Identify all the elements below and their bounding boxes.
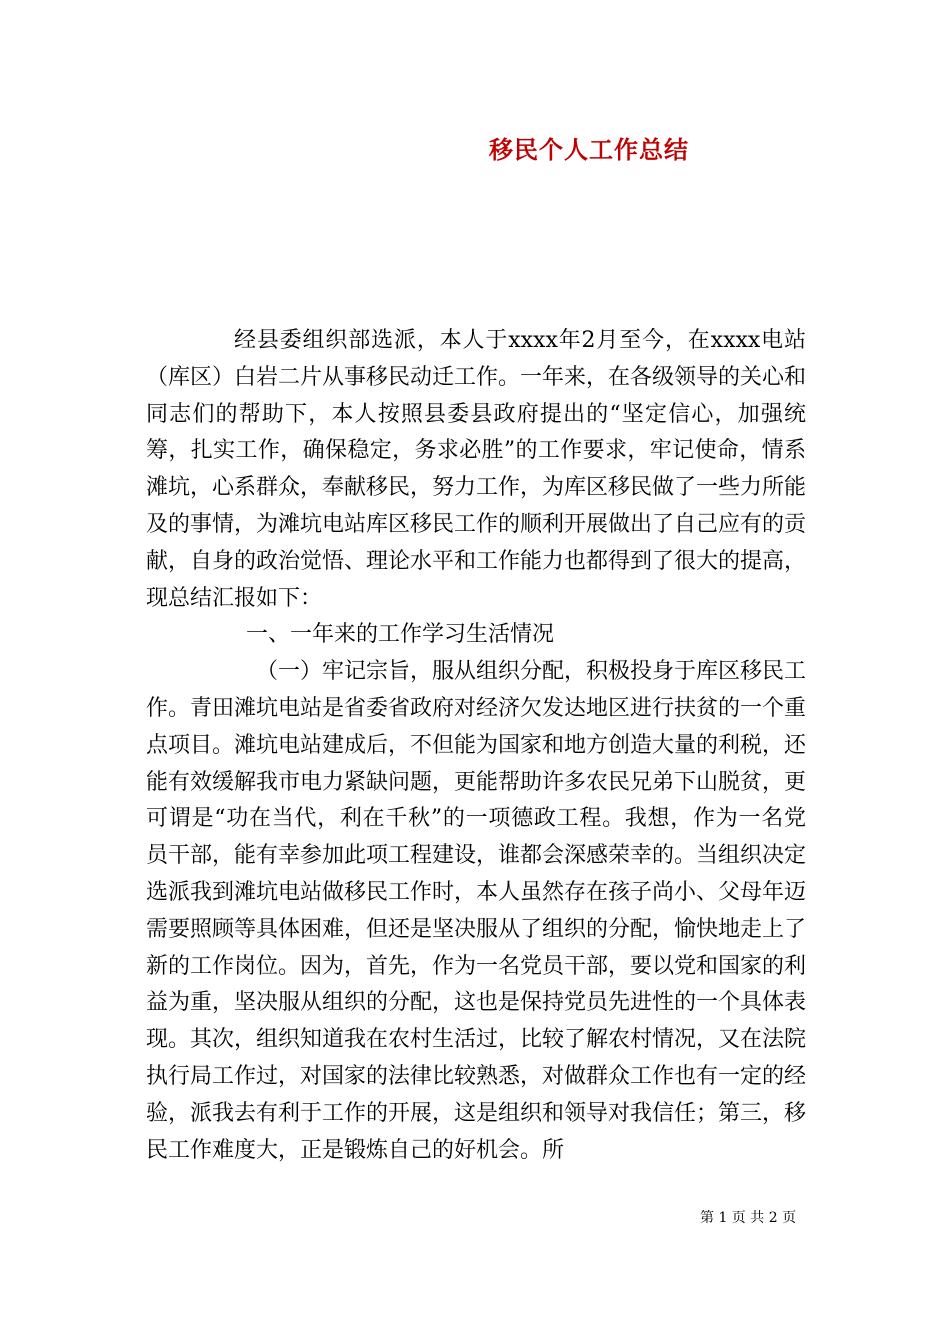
- paragraph-intro: 经县委组织部选派，本人于xxxx年2月至今，在xxxx电站（库区）白岩二片从事移民动迁工作。一年来，在各级领导的关心和同志们的帮助下，本人按照县委县政府提出的“坚定信心，加强统筹，扎实工作，确保稳定，务求必胜”的工作要求，牢记使命，情系滩坑，心系群众，奉献移民，努力工作，为库区移民做了一些力所能及的事情，为滩坑电站库区移民工作的顺利开展做出了自己应有的贡献，自身的政治觉悟、理论水平和工作能力也都得到了很大的提高，现总结汇报如下：: [146, 328, 807, 611]
- section-heading: 一、一年来的工作学习生活情况: [246, 622, 555, 648]
- paragraph-subsection-1: （一）牢记宗旨，服从组织分配，积极投身于库区移民工作。青田滩坑电站是省委省政府对经济欠发达地区进行扶贫的一个重点项目。滩坑电站建成后，不但能为国家和地方创造大量的利税，还能有效缓解我市电力紧缺问题，更能帮助许多农民兄弟下山脱贫，更可谓是“功在当代，利在千秋”的一项德政工程。我想，作为一名党员干部，能有幸参加此项工程建设，谁都会深感荣幸的。当组织决定选派我到滩坑电站做移民工作时，本人虽然存在孩子尚小、父母年迈需要照顾等具体困难，但还是坚决服从了组织的分配，愉快地走上了新的工作岗位。因为，首先，作为一名党员干部，要以党和国家的利益为重，坚决服从组织的分配，这也是保持党员先进性的一个具体表现。其次，组织知道我在农村生活过，比较了解农村情况，又在法院执行局工作过，对国家的法律比较熟悉，对做群众工作也有一定的经验，派我去有利于工作的开展，这是组织和领导对我信任；第三，移民工作难度大，正是锻炼自己的好机会。所: [146, 659, 807, 1163]
- document-body: [146, 323, 806, 1169]
- page-number: 第 1 页 共 2 页: [700, 1210, 797, 1226]
- document-title: 移民个人工作总结: [489, 135, 689, 164]
